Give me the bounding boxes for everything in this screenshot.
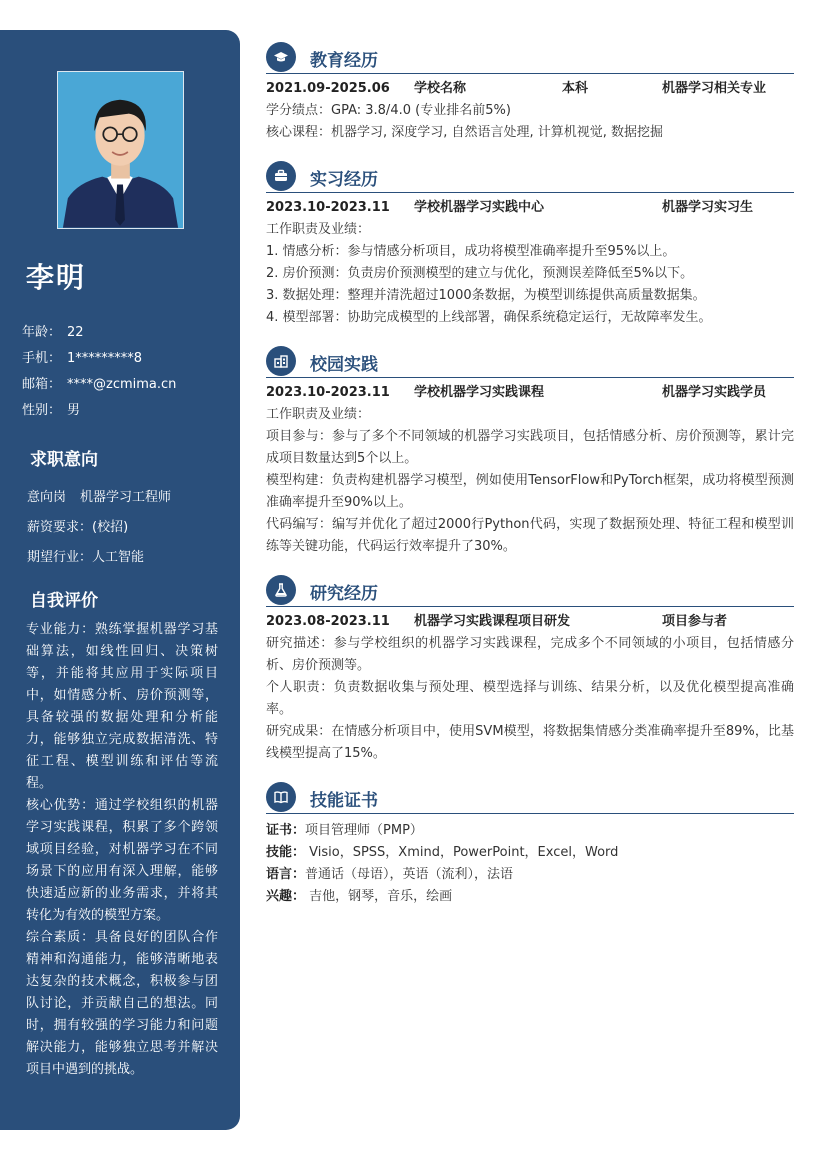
- research-line: 个人职责：负责数据收集与预处理、模型选择与训练、结果分析，以及优化模型提高准确率。: [266, 680, 794, 717]
- skill-certificate: [266, 820, 794, 842]
- section-header: [266, 40, 794, 74]
- skill-label: 兴趣：: [266, 889, 306, 904]
- internship-role: 机器学习实习生: [662, 200, 754, 215]
- info-value: 22: [67, 325, 84, 340]
- section-title: 校园实践: [310, 355, 378, 375]
- self-eval-paragraph: 专业能力：熟练掌握机器学习基础算法，如线性回归、决策树等，并能将其应用于实际项目中，如情感分析、房价预测等，具备较强的数据处理和分析能力，能够独立完成数据清洗、特征工程、模型训练和评估等流程。: [26, 622, 218, 791]
- school-name: 学校名称: [414, 81, 467, 96]
- info-label: 手机：: [22, 351, 62, 366]
- intent-position-label: 意向岗: [27, 490, 67, 505]
- self-eval-paragraph: 综合素质：具备良好的团队合作精神和沟通能力，能够清晰地表达复杂的技术概念，积极参与团队讨论，并贡献自己的想法。同时，拥有较强的学习能力和问题解决能力，能够独立思考并解决项目中遇到的挑战。: [26, 930, 218, 1077]
- section-header: [266, 780, 794, 814]
- education-section: [266, 40, 794, 144]
- section-title: 教育经历: [310, 51, 378, 71]
- skill-label: 技能：: [266, 845, 306, 860]
- skill-interests: [266, 886, 794, 908]
- section-header: [266, 573, 794, 607]
- internship-line: 工作职责及业绩：: [266, 222, 371, 237]
- campus-line: 工作职责及业绩：: [266, 407, 371, 422]
- section-header: [266, 159, 794, 193]
- skills-section: [266, 780, 794, 908]
- campus-org: 学校机器学习实践课程: [414, 385, 545, 400]
- self-evaluation: [26, 619, 218, 1081]
- research-org: 机器学习实践课程项目研发: [414, 614, 571, 629]
- intent-heading: 求职意向: [30, 450, 98, 470]
- section-title: 实习经历: [310, 170, 378, 190]
- info-gender: [22, 398, 176, 424]
- internship-row: [266, 197, 794, 219]
- briefcase-icon: [266, 161, 296, 191]
- self-eval-paragraph: 核心优势：通过学校组织的机器学习实践课程，积累了多个跨领域项目经验，对机器学习在不同场景下的应用有深入理解，能够快速适应新的业务需求，并将其转化为有效的模型方案。: [26, 798, 218, 923]
- section-title: 技能证书: [310, 791, 378, 811]
- internship-line: 3. 数据处理：整理并清洗超过1000条数据，为模型训练提供高质量数据集。: [266, 288, 706, 303]
- skill-value: Visio，SPSS，Xmind，PowerPoint，Excel，Word: [305, 845, 619, 860]
- info-label: 年龄：: [22, 325, 62, 340]
- skill-label: 证书：: [266, 823, 306, 838]
- info-age: [22, 320, 176, 346]
- profile-photo: [57, 71, 184, 229]
- major: 机器学习相关专业: [662, 81, 767, 96]
- skill-label: 语言：: [266, 867, 306, 882]
- skill-value: 吉他，钢琴，音乐，绘画: [305, 889, 453, 904]
- candidate-name: 李明: [26, 261, 87, 294]
- flask-icon: [266, 575, 296, 605]
- book-icon: [266, 782, 296, 812]
- campus-line: 代码编写：编写并优化了超过2000行Python代码，实现了数据预处理、特征工程和模型训练等关键功能，代码运行效率提升了30%。: [266, 517, 794, 554]
- intent-position-value: 机器学习工程师: [80, 490, 172, 505]
- sidebar: [0, 30, 240, 1130]
- internship-line: 1. 情感分析：参与情感分析项目，成功将模型准确率提升至95%以上。: [266, 244, 676, 259]
- intent-salary: 薪资要求：(校招): [27, 520, 129, 535]
- skill-value: 普通话（母语），英语（流利），法语: [305, 867, 514, 882]
- info-value: 男: [67, 403, 81, 418]
- internship-line: 2. 房价预测：负责房价预测模型的建立与优化，预测误差降低至5%以下。: [266, 266, 694, 281]
- education-line: 核心课程：机器学习, 深度学习, 自然语言处理, 计算机视觉, 数据挖掘: [266, 125, 664, 140]
- campus-section: [266, 344, 794, 558]
- info-email: [22, 372, 176, 398]
- campus-line: 模型构建：负责构建机器学习模型，例如使用TensorFlow和PyTorch框架，成功将模型预测准确率提升至90%以上。: [266, 473, 794, 510]
- research-date: 2023.08-2023.11: [266, 614, 390, 629]
- job-intent: [27, 483, 171, 573]
- degree: 本科: [562, 81, 589, 96]
- info-value: 1*********8: [67, 351, 143, 366]
- internship-line: 4. 模型部署：协助完成模型的上线部署，确保系统稳定运行，无故障率发生。: [266, 310, 712, 325]
- self-eval-heading: 自我评价: [30, 591, 98, 611]
- campus-role: 机器学习实践学员: [662, 385, 767, 400]
- internship-org: 学校机器学习实践中心: [414, 200, 545, 215]
- campus-date: 2023.10-2023.11: [266, 385, 390, 400]
- info-phone: [22, 346, 176, 372]
- research-line: 研究描述：参与学校组织的机器学习实践课程，完成多个不同领域的小项目，包括情感分析、房价预测等。: [266, 636, 794, 673]
- education-line: 学分绩点：GPA: 3.8/4.0 (专业排名前5%): [266, 103, 511, 118]
- section-header: [266, 344, 794, 378]
- info-label: 邮箱：: [22, 377, 62, 392]
- research-role: 项目参与者: [662, 614, 728, 629]
- campus-line: 项目参与：参与了多个不同领域的机器学习实践项目，包括情感分析、房价预测等，累计完成项目数量达到5个以上。: [266, 429, 794, 466]
- research-row: [266, 611, 794, 633]
- education-date: 2021.09-2025.06: [266, 81, 390, 96]
- education-row: [266, 78, 794, 100]
- campus-row: [266, 382, 794, 404]
- info-label: 性别：: [22, 403, 62, 418]
- research-section: [266, 573, 794, 765]
- skill-tools: [266, 842, 794, 864]
- research-line: 研究成果：在情感分析项目中，使用SVM模型，将数据集情感分类准确率提升至89%，比基线模型提高了15%。: [266, 724, 794, 761]
- internship-section: [266, 159, 794, 329]
- intent-industry: 期望行业：人工智能: [27, 550, 145, 565]
- section-title: 研究经历: [310, 584, 378, 604]
- buildings-icon: [266, 346, 296, 376]
- skill-languages: [266, 864, 794, 886]
- graduation-cap-icon: [266, 42, 296, 72]
- personal-info: [22, 320, 176, 424]
- internship-date: 2023.10-2023.11: [266, 200, 390, 215]
- intent-position: [27, 483, 171, 513]
- skill-value: 项目管理师（PMP）: [305, 823, 423, 838]
- info-value: ****@zcmima.cn: [67, 377, 177, 392]
